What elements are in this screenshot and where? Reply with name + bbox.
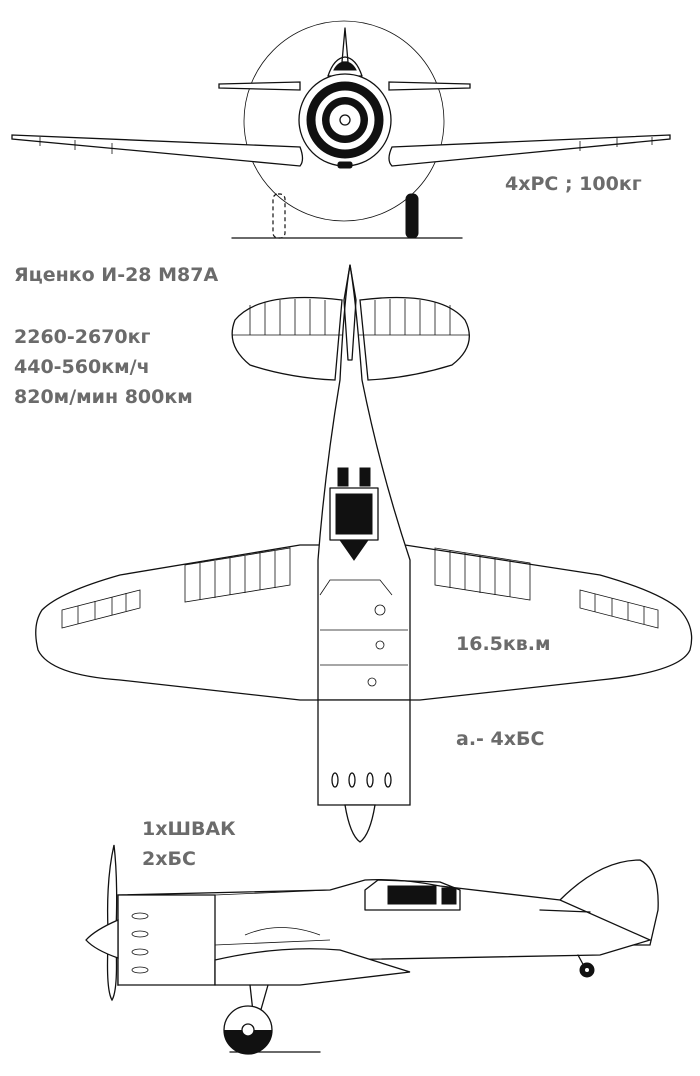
plan-cowling	[318, 700, 410, 805]
wing-area-spec: 16.5кв.м	[456, 633, 551, 655]
armament-variant-a: а.- 4хБС	[456, 728, 545, 750]
side-view	[86, 845, 658, 1054]
machine-gun-armament: 2хБС	[142, 848, 196, 870]
aircraft-title: Яценко И-28 М87А	[14, 264, 219, 286]
ordnance-note: 4хРС ; 100кг	[505, 173, 642, 195]
front-gear-right	[406, 194, 418, 238]
weight-spec: 2260-2670кг	[14, 326, 151, 348]
plan-spinner	[345, 805, 375, 842]
cannon-armament: 1хШВАК	[142, 818, 236, 840]
front-wing-left	[12, 135, 303, 166]
plan-cockpit	[336, 494, 372, 534]
climb-range-spec: 820м/мин 800км	[14, 386, 193, 408]
plan-view	[36, 265, 692, 842]
front-canopy-glass	[334, 62, 356, 70]
side-spinner	[86, 920, 118, 958]
spinner-front	[340, 115, 350, 125]
side-propeller-blade-top	[108, 845, 117, 930]
speed-spec: 440-560км/ч	[14, 356, 150, 378]
front-wing-right	[389, 135, 670, 166]
front-view	[12, 21, 670, 238]
